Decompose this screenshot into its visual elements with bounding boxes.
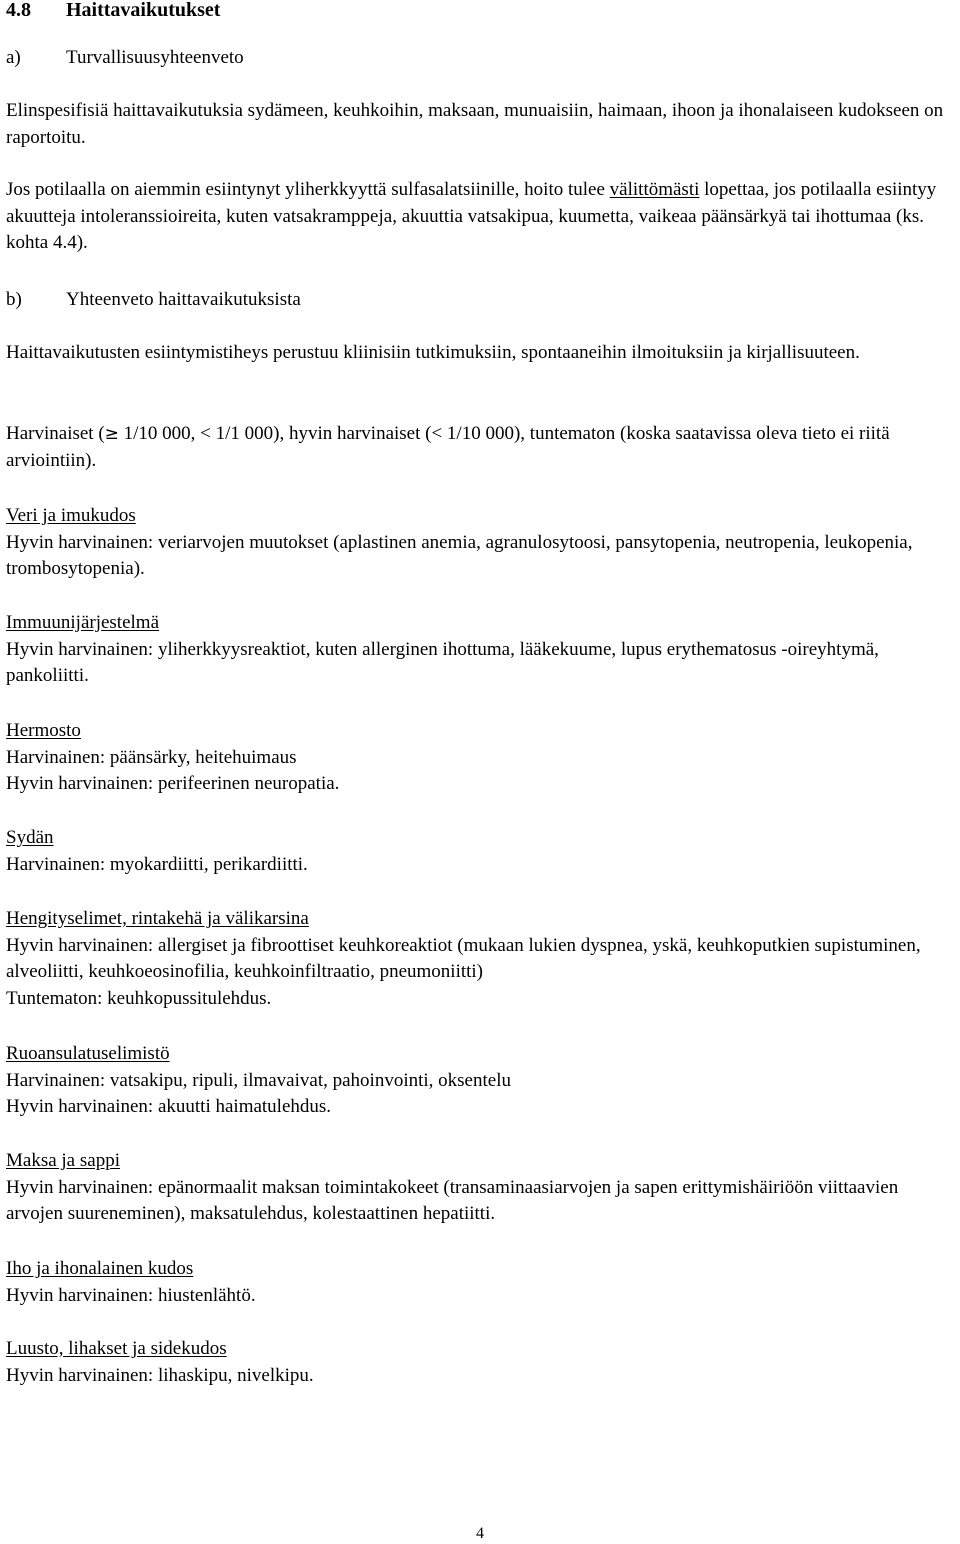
section-heading bbox=[6, 0, 954, 24]
category-line: Harvinainen: vatsakipu, ripuli, ilmavaivat, pahoinvointi, oksentelu bbox=[6, 1069, 511, 1091]
emphasis-immediately: välittömästi bbox=[609, 179, 700, 200]
paragraph-frequency-definitions bbox=[6, 421, 954, 474]
subsection-b-label: b) bbox=[6, 289, 22, 310]
page-number: 4 bbox=[476, 1525, 484, 1542]
category-heading: Sydän bbox=[6, 827, 54, 848]
category-line: Hyvin harvinainen: hiustenlähtö. bbox=[6, 1284, 256, 1306]
category-heading: Maksa ja sappi bbox=[6, 1150, 120, 1171]
category-line: Hyvin harvinainen: veriarvojen muutokset (aplastinen anemia, agranulosytoosi, pansytopenia, neutropenia, leukopenia, trombosytopenia). bbox=[6, 531, 913, 580]
category-immune bbox=[6, 610, 954, 690]
category-heading: Iho ja ihonalainen kudos bbox=[6, 1258, 194, 1279]
category-blood bbox=[6, 503, 954, 583]
paragraph-hypersensitivity-end: lopettaa, jos potilaalla esiintyy akuutteja intoleranssioireita, kuten vatsakramppeja, akuuttia vatsakipua, kuumetta, vaikeaa päänsärkyä tai ihottumaa (ks. kohta 4.4). bbox=[6, 179, 937, 254]
category-line: Hyvin harvinainen: akuutti haimatulehdus. bbox=[6, 1096, 332, 1118]
category-musculoskeletal bbox=[6, 1336, 954, 1389]
paragraph-hypersensitivity-start: Jos potilaalla on aiemmin esiintynyt yliherkkyyttä sulfasalatsiinille, hoito tulee bbox=[6, 179, 610, 200]
subsection-a-title: Turvallisuusyhteenveto bbox=[66, 47, 244, 68]
section-title: Haittavaikutukset bbox=[66, 0, 221, 21]
category-line: Hyvin harvinainen: epänormaalit maksan toimintakokeet (transaminaasiarvojen ja sapen erittymishäiriöön viittaavien arvojen suureneminen), maksatulehdus, kolestaattinen hepatiitti. bbox=[6, 1176, 899, 1225]
category-heading: Immuunijärjestelmä bbox=[6, 612, 160, 633]
paragraph-frequency-basis: Haittavaikutusten esiintymistiheys perustuu kliinisiin tutkimuksiin, spontaaneihin ilmoituksiin ja kirjallisuuteen. bbox=[6, 342, 860, 363]
category-skin bbox=[6, 1256, 954, 1309]
category-heading: Hermosto bbox=[6, 720, 81, 741]
category-gastrointestinal bbox=[6, 1041, 954, 1121]
category-heading: Veri ja imukudos bbox=[6, 505, 136, 526]
category-respiratory bbox=[6, 906, 954, 1012]
subsection-a-label: a) bbox=[6, 47, 21, 68]
greater-equal-symbol: ≥ bbox=[104, 424, 119, 444]
subsection-b-title: Yhteenveto haittavaikutuksista bbox=[66, 289, 301, 310]
category-heading: Ruoansulatuselimistö bbox=[6, 1043, 170, 1064]
section-number: 4.8 bbox=[6, 0, 31, 21]
category-nervous bbox=[6, 718, 954, 798]
category-line: Hyvin harvinainen: yliherkkyysreaktiot, kuten allerginen ihottuma, lääkekuume, lupus erythematosus -oireyhtymä, pankoliitti. bbox=[6, 638, 879, 687]
category-hepatobiliary bbox=[6, 1148, 954, 1228]
paragraph-hypersensitivity bbox=[6, 177, 954, 257]
category-line: Hyvin harvinainen: lihaskipu, nivelkipu. bbox=[6, 1364, 314, 1386]
category-line: Hyvin harvinainen: perifeerinen neuropatia. bbox=[6, 773, 340, 795]
paragraph-intro: Elinspesifisiä haittavaikutuksia sydämeen, keuhkoihin, maksaan, munuaisiin, haimaan, ihoon ja ihonalaiseen kudokseen on raportoitu. bbox=[6, 100, 944, 148]
category-line: Harvinainen: myokardiitti, perikardiitti. bbox=[6, 853, 308, 875]
subsection-b-heading bbox=[6, 287, 954, 314]
category-line: Tuntematon: keuhkopussitulehdus. bbox=[6, 987, 272, 1009]
freq-def-start: Harvinaiset ( bbox=[6, 423, 105, 444]
category-line: Harvinainen: päänsärky, heitehuimaus bbox=[6, 746, 297, 768]
subsection-a-heading bbox=[6, 45, 954, 72]
category-heart bbox=[6, 825, 954, 878]
category-line: Hyvin harvinainen: allergiset ja fibroottiset keuhkoreaktiot (mukaan lukien dyspnea, yskä, keuhkoputkien supistuminen, alveoliitti, keuhkoeosinofilia, keuhkoinfiltraatio, pneumoniitti) bbox=[6, 934, 921, 983]
category-heading: Hengityselimet, rintakehä ja välikarsina bbox=[6, 908, 309, 929]
freq-def-end: 1/10 000, < 1/1 000), hyvin harvinaiset (< 1/10 000), tuntematon (koska saatavissa oleva tieto ei riitä arviointiin). bbox=[6, 423, 890, 471]
category-heading: Luusto, lihakset ja sidekudos bbox=[6, 1338, 227, 1359]
